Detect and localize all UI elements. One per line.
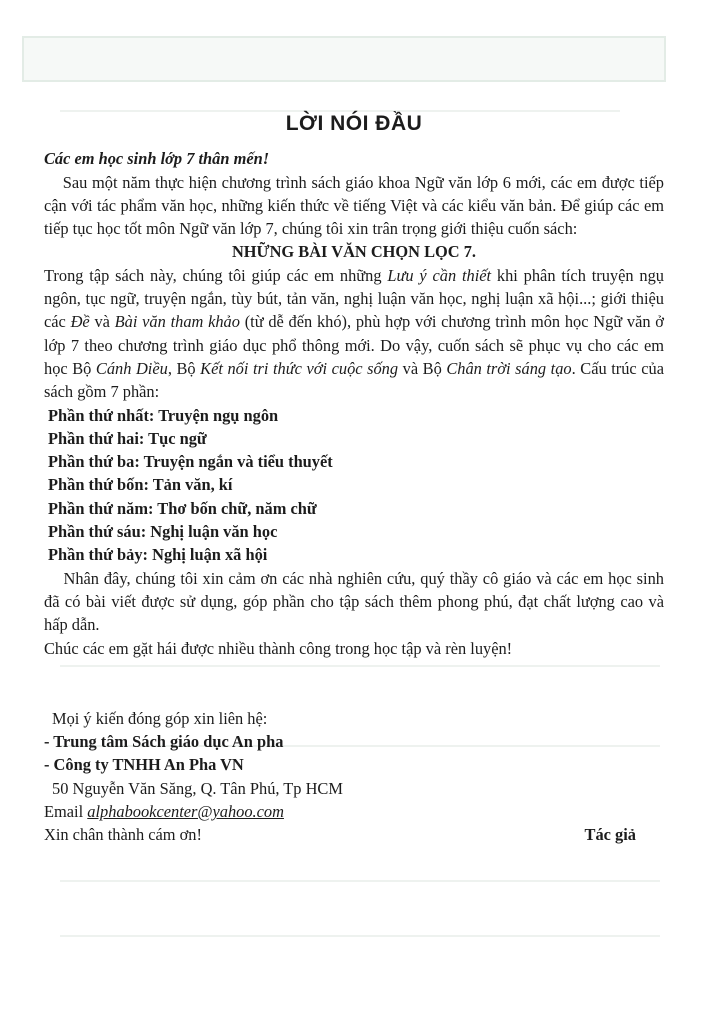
book-title: NHỮNG BÀI VĂN CHỌN LỌC 7.: [231, 242, 477, 262]
parts-list: [44, 404, 664, 567]
contact-block: [44, 707, 664, 847]
email-link[interactable]: alphabookcenter@yahoo.com: [87, 802, 284, 822]
show-through-line: [60, 935, 660, 937]
part-item: Phần thứ bốn: Tản văn, kí: [48, 475, 233, 495]
contact-org: - Công ty TNHH An Pha VN: [44, 755, 244, 775]
emphasis-text: Đề: [70, 312, 90, 332]
paragraph-wishes: Chúc các em gặt hái được nhiều thành công trong học tập và rèn luyện!: [44, 638, 513, 658]
emphasis-text: Bài văn tham khảo: [114, 312, 240, 332]
contact-org: - Trung tâm Sách giáo dục An pha: [44, 732, 284, 752]
part-item: Phần thứ ba: Truyện ngắn và tiểu thuyết: [48, 452, 333, 472]
contact-address: 50 Nguyễn Văn Săng, Q. Tân Phú, Tp HCM: [52, 778, 343, 798]
emphasis-text: Cánh Diều: [95, 358, 168, 378]
part-item: Phần thứ sáu: Nghị luận văn học: [48, 522, 278, 542]
contact-email-line: Email alphabookcenter@yahoo.com: [44, 802, 284, 822]
show-through-line: [60, 880, 660, 882]
part-item: Phần thứ nhất: Truyện ngụ ngôn: [48, 405, 279, 425]
author-signature: Tác giả: [584, 825, 636, 845]
paragraph-description: Trong tập sách này, chúng tôi giúp các em những Lưu ý cần thiết khi phân tích truyện ngụ ngôn, tục ngữ, truyện ngắn, tùy bút, tản văn, nghị luận văn học, nghị luận xã hội...; giới thiệu các Đề và Bài văn tham khảo (từ dễ đến khó), phù hợp với chương trình môn học Ngữ văn ở lớp 7 theo chương trình giáo dục phổ thông mới. Do vậy, cuốn sách sẽ phục vụ cho các em học Bộ Cánh Diều, Bộ Kết nối tri thức với cuộc sống và Bộ Chân trời sáng tạo. Cấu trúc của sách gồm 7 phần:: [44, 265, 664, 402]
page-title: LỜI NÓI ĐẦU: [285, 112, 423, 135]
emphasis-text: Lưu ý cần thiết: [387, 265, 492, 285]
part-item: Phần thứ hai: Tục ngữ: [48, 428, 207, 448]
show-through-header-box: [22, 36, 666, 82]
closing-thanks: Xin chân thành cám ơn!: [44, 825, 202, 845]
part-item: Phần thứ năm: Thơ bốn chữ, năm chữ: [48, 498, 317, 518]
paragraph-intro: Sau một năm thực hiện chương trình sách giáo khoa Ngữ văn lớp 6 mới, các em được tiếp cận với tác phẩm văn học, những kiến thức về tiếng Việt và các kiểu văn bản. Để giúp các em tiếp tục học tốt môn Ngữ văn lớp 7, chúng tôi xin trân trọng giới thiệu cuốn sách:: [44, 172, 664, 239]
part-item: Phần thứ bảy: Nghị luận xã hội: [48, 545, 268, 565]
greeting: Các em học sinh lớp 7 thân mến!: [44, 149, 270, 169]
paragraph-thanks: Nhân đây, chúng tôi xin cảm ơn các nhà nghiên cứu, quý thầy cô giáo và các em học sinh đã có bài viết được sử dụng, góp phần cho tập sách thêm phong phú, đạt chất lượng cao và hấp dẫn.: [44, 568, 664, 635]
preface-content: [44, 104, 664, 847]
contact-intro: Mọi ý kiến đóng góp xin liên hệ:: [52, 708, 268, 728]
emphasis-text: Chân trời sáng tạo: [446, 358, 572, 378]
emphasis-text: Kết nối tri thức với cuộc sống: [200, 358, 399, 378]
signature-row: [44, 823, 636, 846]
